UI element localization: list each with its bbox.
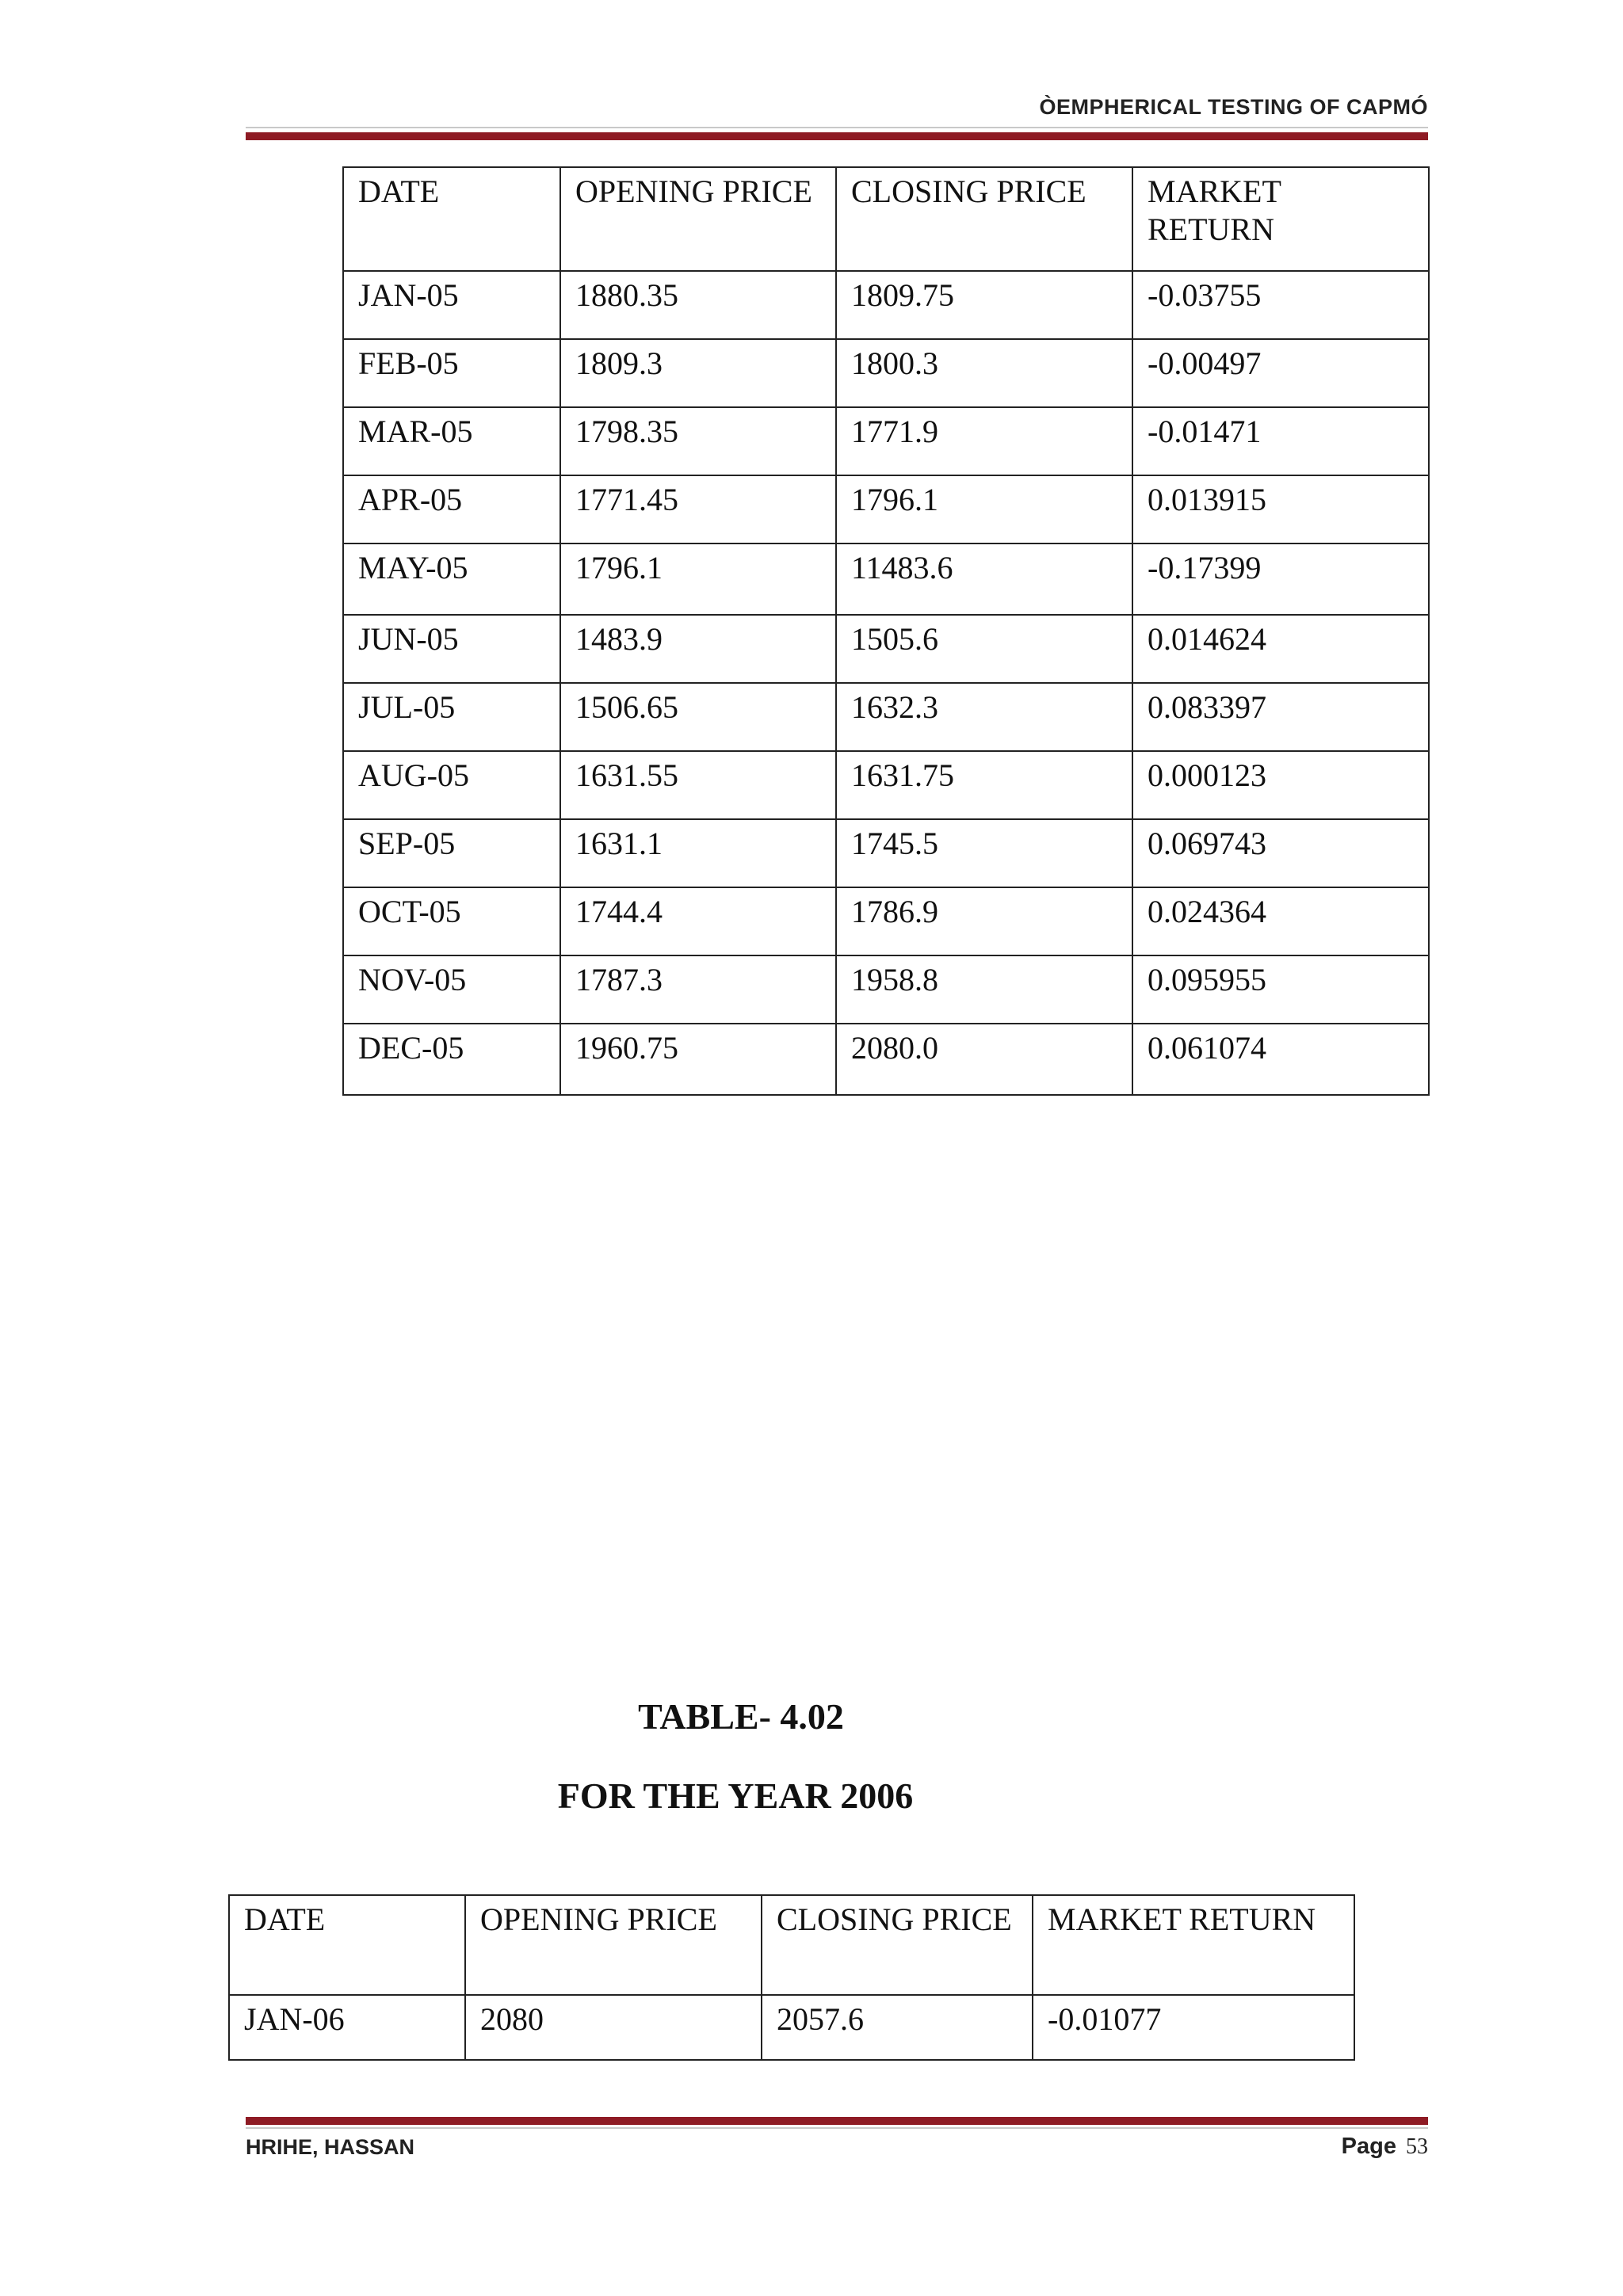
table-cell: -0.17399 [1132, 543, 1429, 615]
table-cell: 2080 [465, 1995, 762, 2060]
table-cell: 1745.5 [836, 819, 1132, 887]
table-title: TABLE- 4.02 [638, 1696, 844, 1737]
table-cell: -0.03755 [1132, 271, 1429, 339]
footer-author: HRIHE, HASSAN [246, 2135, 415, 2159]
table-cell: 1880.35 [560, 271, 836, 339]
table-cell: 0.024364 [1132, 887, 1429, 955]
table-cell: 0.014624 [1132, 615, 1429, 683]
table-row [343, 887, 1429, 955]
table-cell: NOV-05 [343, 955, 560, 1024]
table-cell: 0.000123 [1132, 751, 1429, 819]
table-cell: 1632.3 [836, 683, 1132, 751]
table-cell: 1809.3 [560, 339, 836, 407]
table-row [343, 615, 1429, 683]
column-header: MARKET RETURN [1033, 1895, 1354, 1995]
footer-rule-thick [246, 2117, 1428, 2125]
table-cell: 1960.75 [560, 1024, 836, 1095]
table-cell: 0.083397 [1132, 683, 1429, 751]
table-cell: 1744.4 [560, 887, 836, 955]
column-header: CLOSING PRICE [762, 1895, 1033, 1995]
table-cell: 1786.9 [836, 887, 1132, 955]
table-cell: -0.00497 [1132, 339, 1429, 407]
table-cell: 1787.3 [560, 955, 836, 1024]
table-cell: 1631.55 [560, 751, 836, 819]
table-cell: 0.095955 [1132, 955, 1429, 1024]
table-cell: OCT-05 [343, 887, 560, 955]
table-cell: 1796.1 [836, 475, 1132, 543]
table-row [343, 475, 1429, 543]
market-return-table-2006 [228, 1894, 1355, 2061]
table-cell: SEP-05 [343, 819, 560, 887]
table-row [343, 819, 1429, 887]
table-row [229, 1995, 1354, 2060]
column-header: MARKET RETURN [1132, 167, 1429, 271]
table-cell: MAY-05 [343, 543, 560, 615]
table-cell: 1631.1 [560, 819, 836, 887]
table-cell: -0.01077 [1033, 1995, 1354, 2060]
table-row [343, 407, 1429, 475]
table-cell: 1506.65 [560, 683, 836, 751]
table-cell: 0.013915 [1132, 475, 1429, 543]
table-cell: 1798.35 [560, 407, 836, 475]
table-row [343, 955, 1429, 1024]
table-row [343, 751, 1429, 819]
table-cell: 1631.75 [836, 751, 1132, 819]
page-label: Page [1341, 2134, 1396, 2159]
table-row [343, 1024, 1429, 1095]
table-cell: JAN-06 [229, 1995, 465, 2060]
table-cell: JUN-05 [343, 615, 560, 683]
column-header: OPENING PRICE [465, 1895, 762, 1995]
table-cell: FEB-05 [343, 339, 560, 407]
page-number: 53 [1406, 2134, 1428, 2159]
table-cell: 1809.75 [836, 271, 1132, 339]
column-header: DATE [229, 1895, 465, 1995]
table-cell: MAR-05 [343, 407, 560, 475]
table-row [343, 543, 1429, 615]
table-cell: 1483.9 [560, 615, 836, 683]
table-row [343, 683, 1429, 751]
table-cell: 1958.8 [836, 955, 1132, 1024]
table-row [343, 271, 1429, 339]
table-cell: JAN-05 [343, 271, 560, 339]
table-subtitle: FOR THE YEAR 2006 [557, 1775, 914, 1816]
table-cell: 1796.1 [560, 543, 836, 615]
header-rule-thin [246, 127, 1428, 128]
table-cell: 1505.6 [836, 615, 1132, 683]
column-header: DATE [343, 167, 560, 271]
table-header-row [229, 1895, 1354, 1995]
table-header-row [343, 167, 1429, 271]
table-cell: 0.061074 [1132, 1024, 1429, 1095]
footer-rule-thin [246, 2127, 1428, 2129]
table-cell: 2080.0 [836, 1024, 1132, 1095]
table-cell: JUL-05 [343, 683, 560, 751]
column-header: OPENING PRICE [560, 167, 836, 271]
table-row [343, 339, 1429, 407]
table-cell: 0.069743 [1132, 819, 1429, 887]
table-cell: DEC-05 [343, 1024, 560, 1095]
table-cell: 11483.6 [836, 543, 1132, 615]
table-cell: 1771.9 [836, 407, 1132, 475]
table-cell: APR-05 [343, 475, 560, 543]
header-rule-thick [246, 132, 1428, 140]
table-cell: 1800.3 [836, 339, 1132, 407]
table-cell: -0.01471 [1132, 407, 1429, 475]
running-header-title: ÒEMPHERICAL TESTING OF CAPMÓ [1039, 95, 1428, 119]
column-header: CLOSING PRICE [836, 167, 1132, 271]
table-cell: AUG-05 [343, 751, 560, 819]
market-return-table-2005 [342, 166, 1430, 1096]
table-cell: 1771.45 [560, 475, 836, 543]
table-cell: 2057.6 [762, 1995, 1033, 2060]
footer-page [1342, 2134, 1428, 2160]
